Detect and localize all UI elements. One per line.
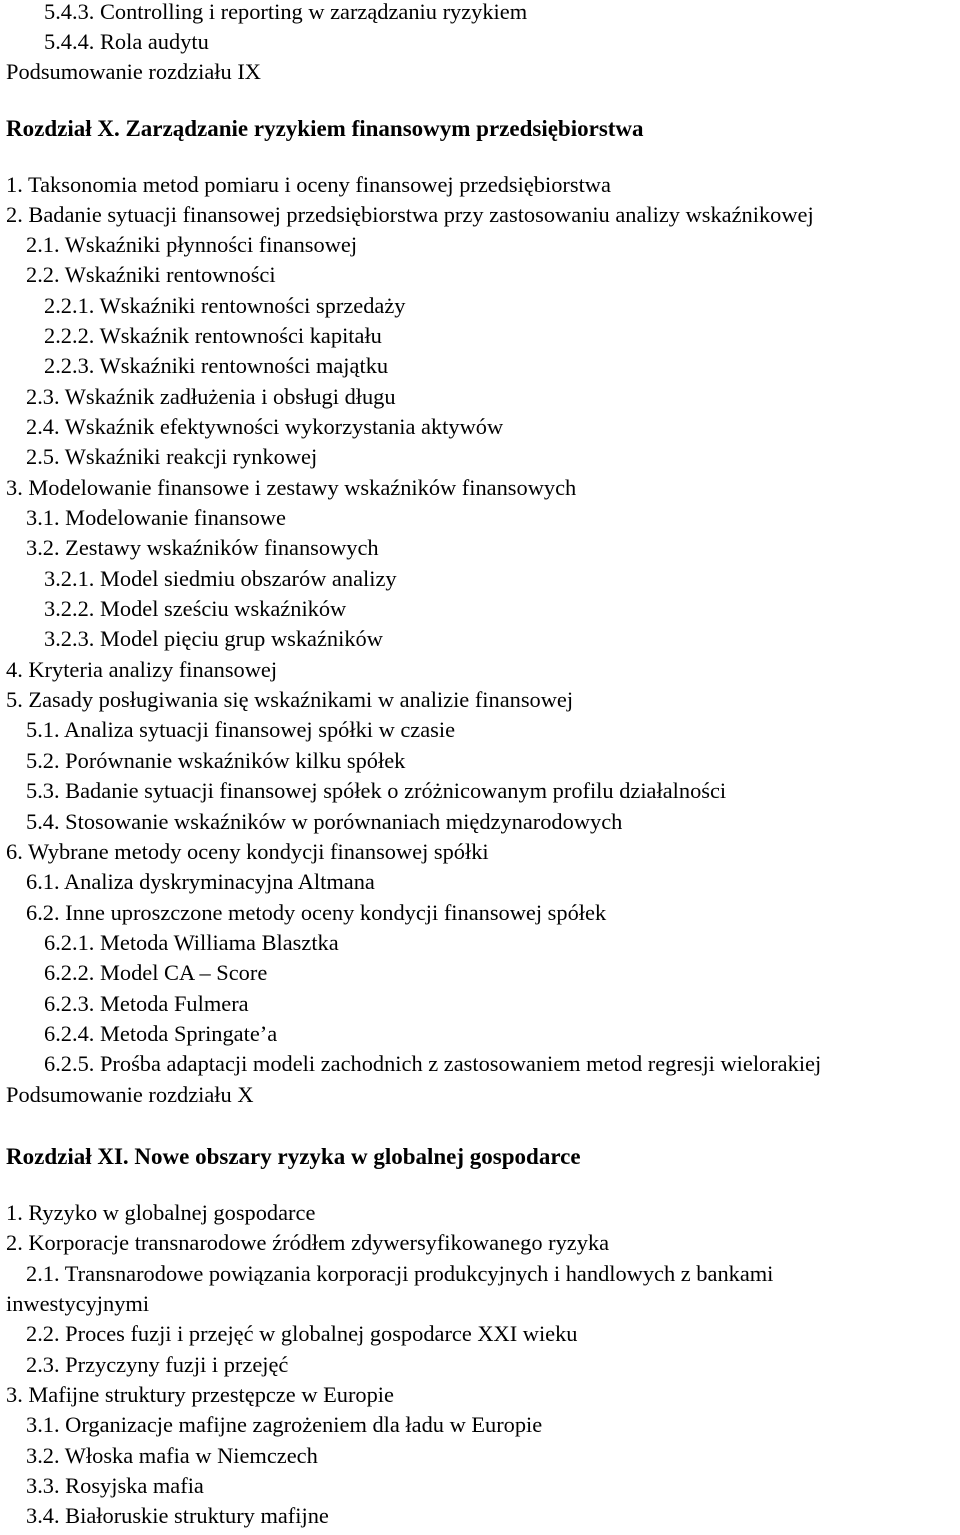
toc-entry-xi-3-2: 3.2. Włoska mafia w Niemczech <box>26 1443 318 1468</box>
toc-entry-xi-3-1: 3.1. Organizacje mafijne zagrożeniem dla ładu w Europie <box>26 1412 543 1437</box>
toc-entry-2-2-2: 2.2.2. Wskaźnik rentowności kapitału <box>44 323 382 348</box>
toc-entry-6-2-4: 6.2.4. Metoda Springate’a <box>44 1021 278 1046</box>
toc-entry-5-3: 5.3. Badanie sytuacji finansowej spółek o zróżnicowanym profilu działalności <box>26 778 727 803</box>
toc-entry-4: 4. Kryteria analizy finansowej <box>6 657 278 682</box>
toc-entry-2-2: 2.2. Wskaźniki rentowności <box>26 262 276 287</box>
toc-entry-2-3: 2.3. Wskaźnik zadłużenia i obsługi długu <box>26 384 396 409</box>
toc-entry-3-2: 3.2. Zestawy wskaźników finansowych <box>26 535 379 560</box>
toc-entry-5-4: 5.4. Stosowanie wskaźników w porównaniach międzynarodowych <box>26 809 623 834</box>
toc-entry-xi-2-1: 2.1. Transnarodowe powiązania korporacji produkcyjnych i handlowych z bankami <box>26 1261 774 1286</box>
toc-entry-xi-2-3: 2.3. Przyczyny fuzji i przejęć <box>26 1352 289 1377</box>
toc-entry-6-2-5: 6.2.5. Prośba adaptacji modeli zachodnich z zastosowaniem metod regresji wielorakiej <box>44 1051 822 1076</box>
toc-entry-xi-3-3: 3.3. Rosyjska mafia <box>26 1473 204 1498</box>
toc-entry-2-1: 2.1. Wskaźniki płynności finansowej <box>26 232 358 257</box>
toc-entry-6-2-2: 6.2.2. Model CA – Score <box>44 960 268 985</box>
toc-entry-6-2: 6.2. Inne uproszczone metody oceny kondycji finansowej spółek <box>26 900 607 925</box>
toc-entry-5-4-4: 5.4.4. Rola audytu <box>44 29 209 54</box>
chapter-summary-x: Podsumowanie rozdziału X <box>6 1082 254 1107</box>
toc-entry-5-4-3: 5.4.3. Controlling i reporting w zarządzaniu ryzykiem <box>44 0 528 24</box>
toc-entry-xi-2-2: 2.2. Proces fuzji i przejęć w globalnej gospodarce XXI wieku <box>26 1321 578 1346</box>
toc-entry-3-2-1: 3.2.1. Model siedmiu obszarów analizy <box>44 566 397 591</box>
toc-entry-xi-2-1-continued: inwestycyjnymi <box>6 1291 150 1316</box>
toc-entry-2-2-3: 2.2.3. Wskaźniki rentowności majątku <box>44 353 389 378</box>
toc-entry-xi-2: 2. Korporacje transnarodowe źródłem zdywersyfikowanego ryzyka <box>6 1230 610 1255</box>
toc-entry-2-2-1: 2.2.1. Wskaźniki rentowności sprzedaży <box>44 293 406 318</box>
chapter-summary-ix: Podsumowanie rozdziału IX <box>6 59 261 84</box>
chapter-heading-x: Rozdział X. Zarządzanie ryzykiem finansowym przedsiębiorstwa <box>6 116 644 141</box>
toc-entry-6-2-1: 6.2.1. Metoda Williama Blasztka <box>44 930 339 955</box>
toc-entry-xi-1: 1. Ryzyko w globalnej gospodarce <box>6 1200 316 1225</box>
toc-entry-3-1: 3.1. Modelowanie finansowe <box>26 505 286 530</box>
toc-entry-3-2-3: 3.2.3. Model pięciu grup wskaźników <box>44 626 383 651</box>
toc-entry-6-1: 6.1. Analiza dyskryminacyjna Altmana <box>26 869 375 894</box>
toc-entry-3-2-2: 3.2.2. Model sześciu wskaźników <box>44 596 347 621</box>
toc-entry-3: 3. Modelowanie finansowe i zestawy wskaźników finansowych <box>6 475 577 500</box>
toc-entry-5-2: 5.2. Porównanie wskaźników kilku spółek <box>26 748 406 773</box>
toc-entry-6-2-3: 6.2.3. Metoda Fulmera <box>44 991 249 1016</box>
toc-entry-xi-3-4: 3.4. Białoruskie struktury mafijne <box>26 1503 329 1528</box>
toc-entry-2: 2. Badanie sytuacji finansowej przedsiębiorstwa przy zastosowaniu analizy wskaźnikowej <box>6 202 814 227</box>
toc-entry-5-1: 5.1. Analiza sytuacji finansowej spółki w czasie <box>26 717 456 742</box>
toc-entry-5: 5. Zasady posługiwania się wskaźnikami w analizie finansowej <box>6 687 574 712</box>
toc-entry-2-4: 2.4. Wskaźnik efektywności wykorzystania aktywów <box>26 414 504 439</box>
toc-entry-xi-3: 3. Mafijne struktury przestępcze w Europie <box>6 1382 394 1407</box>
toc-entry-1: 1. Taksonomia metod pomiaru i oceny finansowej przedsiębiorstwa <box>6 172 611 197</box>
toc-entry-2-5: 2.5. Wskaźniki reakcji rynkowej <box>26 444 318 469</box>
chapter-heading-xi: Rozdział XI. Nowe obszary ryzyka w globalnej gospodarce <box>6 1144 581 1169</box>
toc-entry-6: 6. Wybrane metody oceny kondycji finansowej spółki <box>6 839 489 864</box>
